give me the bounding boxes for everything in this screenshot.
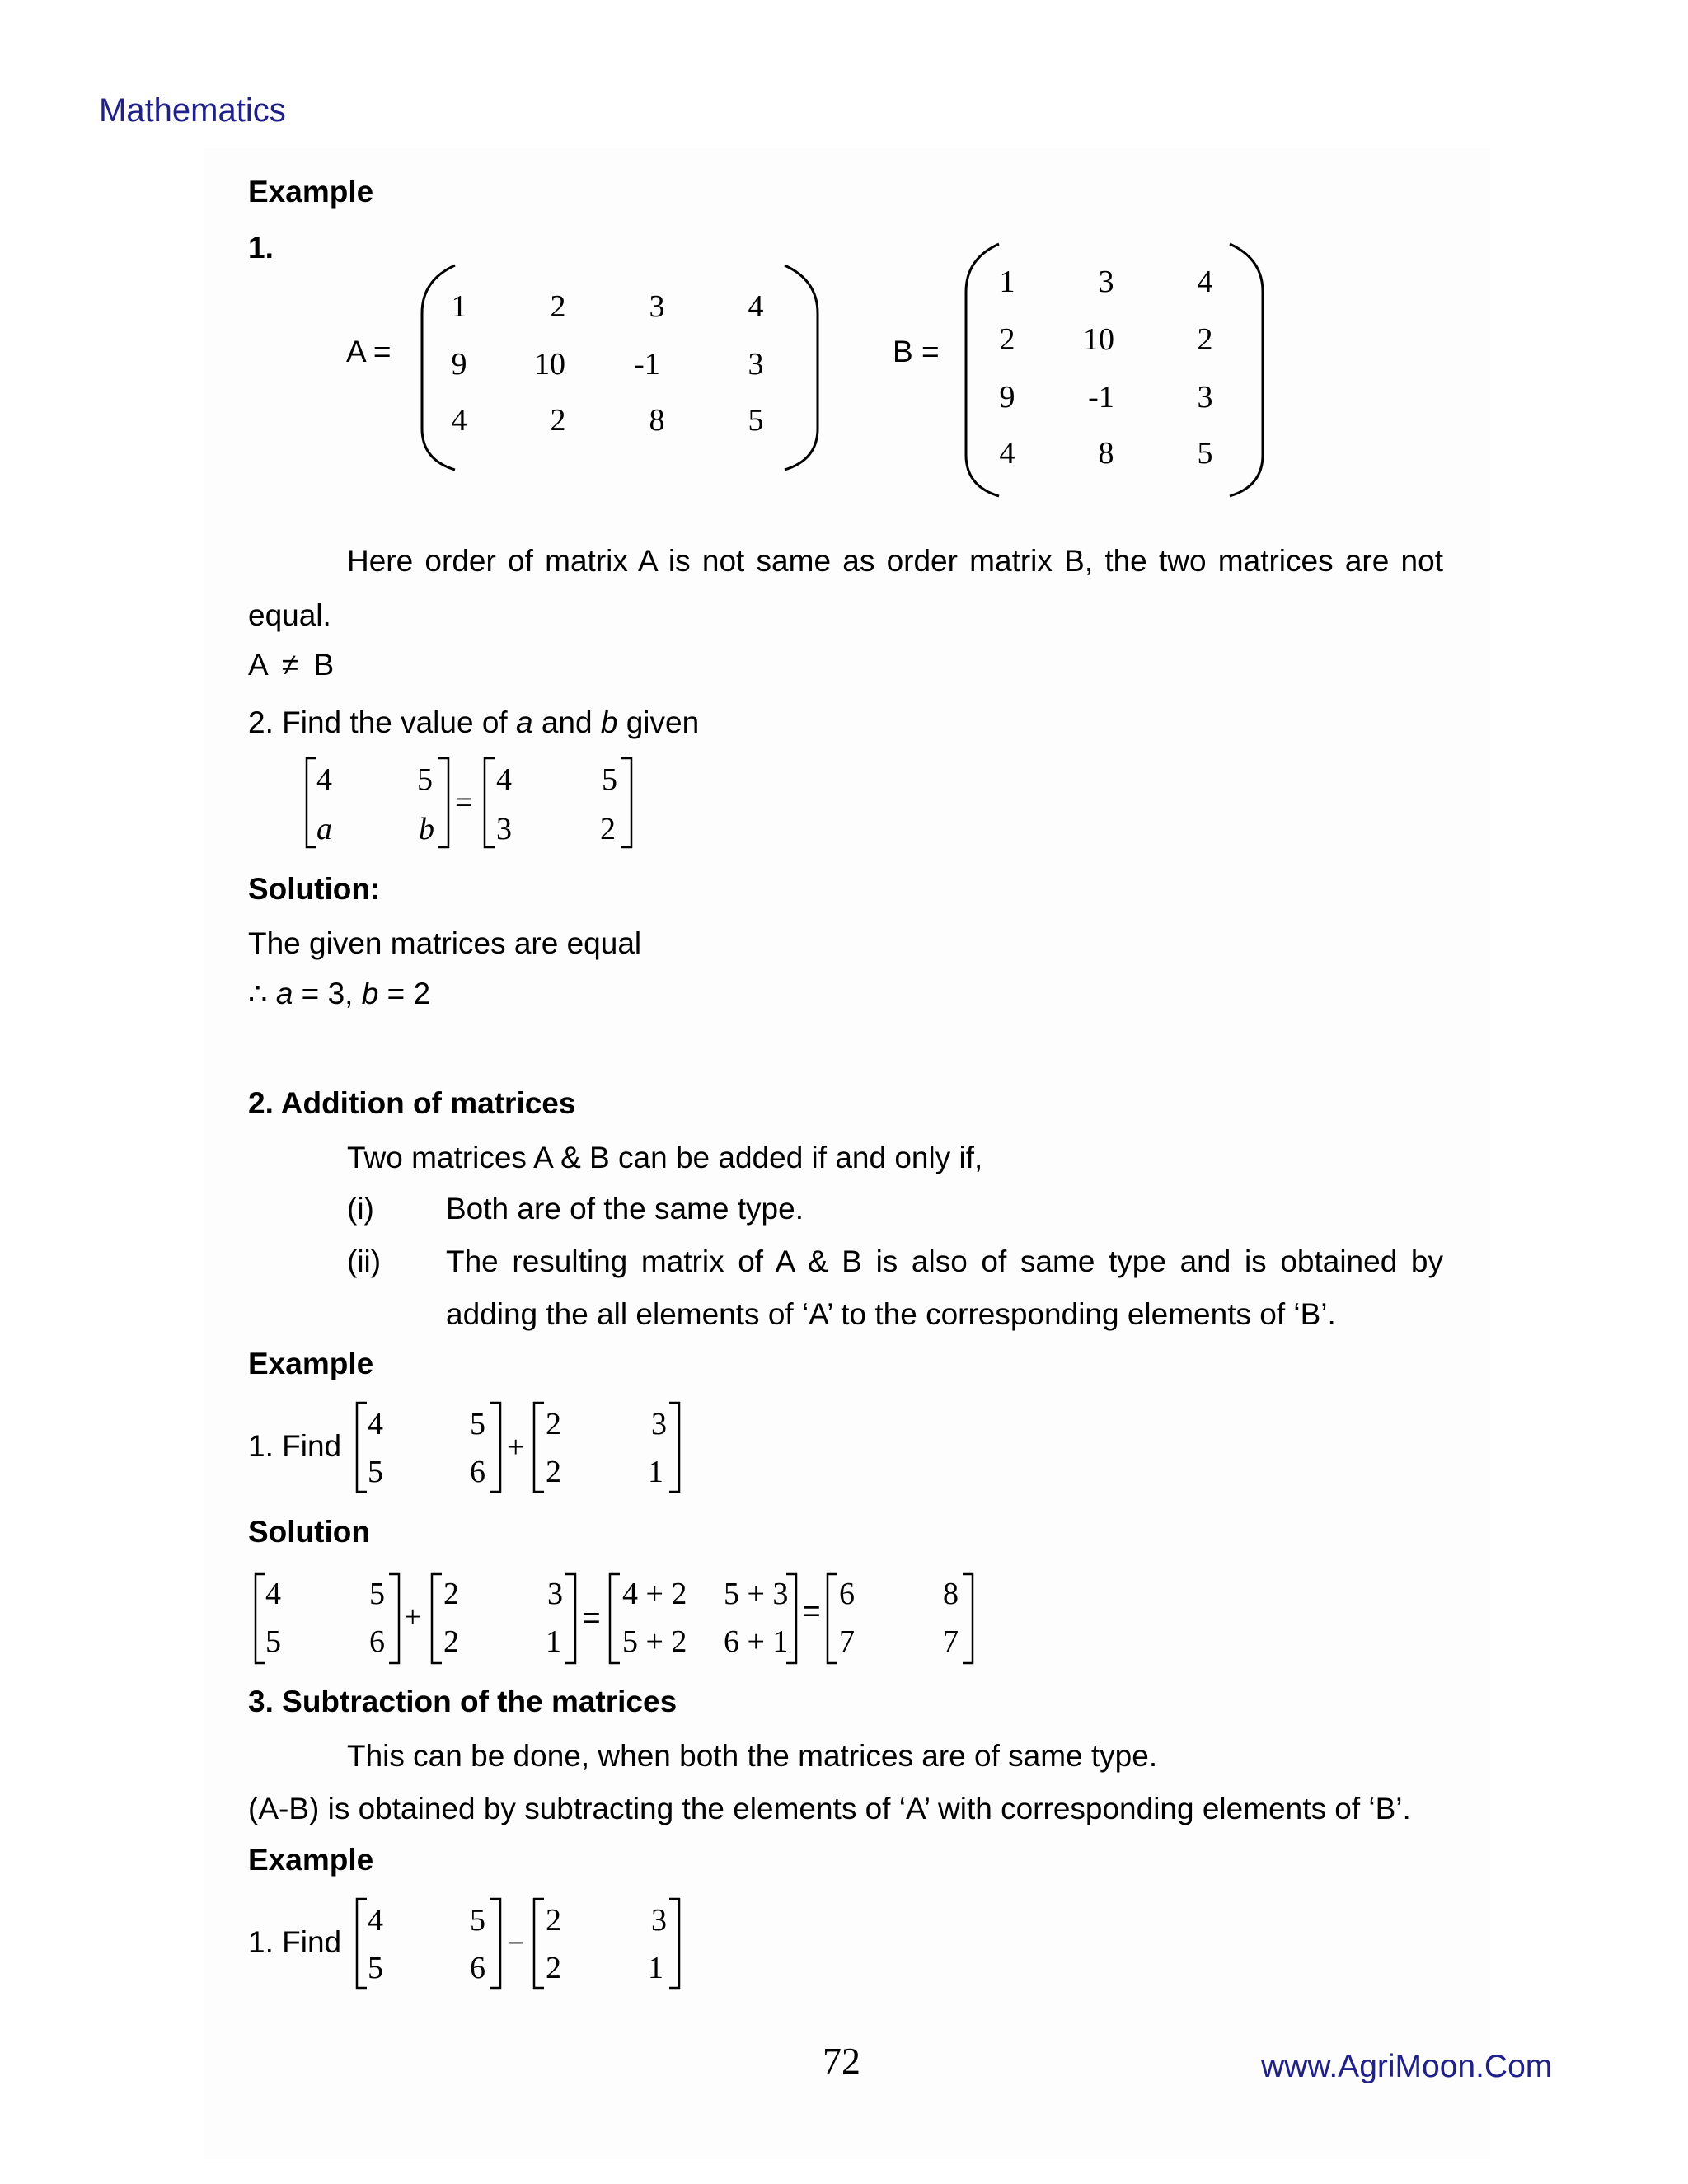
matrix-cell: 4 xyxy=(748,289,764,324)
matrix-cell: 1 xyxy=(648,1455,663,1489)
solution-label: Solution xyxy=(248,1515,370,1549)
matrix-cell: 4 xyxy=(368,1407,383,1441)
example-label: Example xyxy=(248,1347,374,1380)
find-label: 1. Find xyxy=(248,1429,342,1463)
matrix-cell: 3 xyxy=(651,1407,667,1441)
matrix-cell: 5 xyxy=(470,1407,485,1441)
matrix-cell: 1 xyxy=(999,265,1015,299)
matrix-cell: 3 xyxy=(651,1903,667,1938)
solution-line-2: ∴ a = 3, b = 2 xyxy=(248,977,431,1010)
question-2: 2. Find the value of a and b given xyxy=(248,705,700,739)
matrix-cell: 4 xyxy=(368,1903,383,1938)
header-title: Mathematics xyxy=(99,92,286,129)
matrix-b-label: B = xyxy=(893,335,940,368)
matrix-cell: 7 xyxy=(839,1624,855,1659)
matrix-cell: 2 xyxy=(546,1407,561,1441)
matrix-cell: 5 xyxy=(368,1455,383,1489)
equals-sign: = xyxy=(583,1601,601,1634)
matrix-cell: 9 xyxy=(999,380,1015,415)
matrix-cell: 2 xyxy=(443,1624,459,1659)
matrix-cell: 6 xyxy=(839,1577,855,1611)
explanation-line-1: Here order of matrix A is not same as order matrix B, the two matrices are not xyxy=(347,544,1443,578)
section-heading-subtraction: 3. Subtraction of the matrices xyxy=(248,1685,678,1718)
matrix-cell: 5 xyxy=(602,762,617,797)
matrix-cell: 2 xyxy=(546,1951,561,1985)
explanation-line-2: equal. xyxy=(248,598,331,632)
equals-sign: = xyxy=(803,1594,821,1628)
page-number: 72 xyxy=(823,2040,860,2082)
example-label: Example xyxy=(248,175,374,209)
matrix-cell: 5 xyxy=(265,1624,281,1659)
subtraction-line-1: This can be done, when both the matrices are of same type. xyxy=(347,1739,1158,1773)
section-heading-addition: 2. Addition of matrices xyxy=(248,1086,576,1120)
plus-sign: + xyxy=(404,1600,422,1634)
list-item-text: The resulting matrix of A & B is also of same type and is obtained by xyxy=(446,1244,1443,1278)
matrix-cell: 4 xyxy=(451,403,467,438)
matrix-cell: 2 xyxy=(546,1903,561,1938)
matrix-cell: 3 xyxy=(547,1577,563,1611)
matrix-a-label: A = xyxy=(346,335,392,368)
matrix-cell: 5 xyxy=(748,403,764,438)
matrix-cell: 5 xyxy=(1197,436,1213,471)
matrix-cell: 6 xyxy=(470,1951,485,1985)
matrix-cell: 5 + 2 xyxy=(622,1624,687,1659)
website-link[interactable]: www.AgriMoon.Com xyxy=(1261,2049,1553,2084)
list-item-number: (i) xyxy=(347,1192,374,1226)
matrix-cell: -1 xyxy=(1088,380,1114,415)
matrix-cell: 5 xyxy=(417,762,433,797)
matrix-cell: 2 xyxy=(999,322,1015,357)
matrix-cell: 4 xyxy=(1197,265,1213,299)
matrix-cell: a xyxy=(316,812,332,846)
list-item-text: Both are of the same type. xyxy=(446,1192,804,1226)
matrix-cell: 4 xyxy=(496,762,512,797)
matrix-cell: 2 xyxy=(443,1577,459,1611)
matrix-cell: 8 xyxy=(649,403,665,438)
subtraction-line-2: (A-B) is obtained by subtracting the elements of ‘A’ with corresponding elements of ‘B’. xyxy=(248,1792,1411,1825)
equals-sign: = xyxy=(455,785,473,820)
matrix-cell: 6 xyxy=(369,1624,385,1659)
plus-sign: + xyxy=(507,1430,525,1465)
matrix-cell: 5 xyxy=(470,1903,485,1938)
matrix-cell: 6 + 1 xyxy=(724,1624,789,1659)
example-label: Example xyxy=(248,1843,374,1877)
not-equal-statement: A ≠ B xyxy=(248,648,335,682)
matrix-cell: 7 xyxy=(943,1624,959,1659)
minus-sign: − xyxy=(507,1926,525,1961)
matrix-cell: 2 xyxy=(600,812,616,846)
matrix-cell: 2 xyxy=(1197,322,1213,357)
solution-line-1: The given matrices are equal xyxy=(248,926,642,960)
find-label: 1. Find xyxy=(248,1925,342,1959)
matrix-cell: 3 xyxy=(1098,265,1114,299)
matrix-cell: 3 xyxy=(496,812,512,846)
addition-intro: Two matrices A & B can be added if and only if, xyxy=(347,1141,983,1174)
matrix-cell: 3 xyxy=(748,347,764,382)
matrix-cell: 2 xyxy=(546,1455,561,1489)
list-item-number: (ii) xyxy=(347,1244,382,1278)
matrix-cell: 8 xyxy=(1098,436,1114,471)
item-number: 1. xyxy=(248,231,274,265)
matrix-cell: 2 xyxy=(550,403,566,438)
matrix-cell: 1 xyxy=(451,289,467,324)
matrix-cell: b xyxy=(419,812,434,846)
matrix-cell: 3 xyxy=(1197,380,1213,415)
matrix-cell: 1 xyxy=(648,1951,663,1985)
solution-label: Solution: xyxy=(248,872,381,906)
matrix-cell: 2 xyxy=(550,289,566,324)
matrix-cell: 10 xyxy=(1083,322,1114,357)
matrix-cell: 4 + 2 xyxy=(622,1577,687,1611)
matrix-cell: 4 xyxy=(316,762,332,797)
matrix-cell: 4 xyxy=(999,436,1015,471)
matrix-cell: 9 xyxy=(451,347,467,382)
matrix-cell: 10 xyxy=(534,347,565,382)
matrix-cell: 8 xyxy=(943,1577,959,1611)
matrix-cell: 5 xyxy=(368,1951,383,1985)
matrix-cell: 4 xyxy=(265,1577,281,1611)
matrix-cell: 5 + 3 xyxy=(724,1577,789,1611)
matrix-cell: 1 xyxy=(546,1624,561,1659)
matrix-cell: 3 xyxy=(649,289,665,324)
matrix-cell: 5 xyxy=(369,1577,385,1611)
matrix-cell: 6 xyxy=(470,1455,485,1489)
list-item-text: adding the all elements of ‘A’ to the corresponding elements of ‘B’. xyxy=(446,1297,1336,1331)
matrix-cell: -1 xyxy=(634,347,660,382)
